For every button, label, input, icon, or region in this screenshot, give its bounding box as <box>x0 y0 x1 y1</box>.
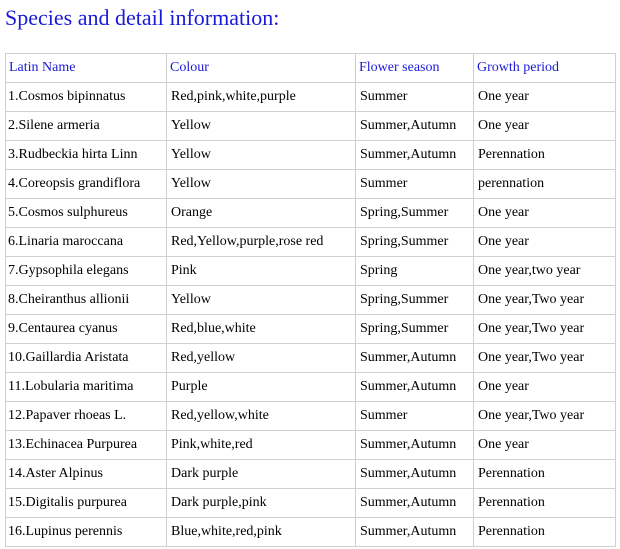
growth-period-cell: One year,Two year <box>474 315 616 344</box>
table-row <box>6 286 616 315</box>
latin-name-cell: 11.Lobularia maritima <box>6 373 167 402</box>
latin-name-cell: 6.Linaria maroccana <box>6 228 167 257</box>
growth-period-cell: One year <box>474 431 616 460</box>
table-row <box>6 257 616 286</box>
flower-season-cell: Spring,Summer <box>356 286 474 315</box>
growth-period-cell: One year <box>474 228 616 257</box>
growth-period-cell: One year,Two year <box>474 344 616 373</box>
species-table <box>5 53 616 547</box>
latin-name-cell: 3.Rudbeckia hirta Linn <box>6 141 167 170</box>
table-row <box>6 315 616 344</box>
latin-name-cell: 1.Cosmos bipinnatus <box>6 83 167 112</box>
table-row <box>6 373 616 402</box>
flower-season-cell: Spring <box>356 257 474 286</box>
latin-name-cell: 2.Silene armeria <box>6 112 167 141</box>
growth-period-cell: Perennation <box>474 460 616 489</box>
latin-name-cell: 4.Coreopsis grandiflora <box>6 170 167 199</box>
colour-cell: Yellow <box>167 170 356 199</box>
flower-season-cell: Summer,Autumn <box>356 112 474 141</box>
latin-name-cell: 15.Digitalis purpurea <box>6 489 167 518</box>
table-row <box>6 460 616 489</box>
column-header-colour: Colour <box>167 54 356 83</box>
colour-cell: Red,pink,white,purple <box>167 83 356 112</box>
latin-name-cell: 7.Gypsophila elegans <box>6 257 167 286</box>
column-header-growth-period: Growth period <box>474 54 616 83</box>
flower-season-cell: Summer,Autumn <box>356 518 474 547</box>
growth-period-cell: One year <box>474 83 616 112</box>
flower-season-cell: Spring,Summer <box>356 228 474 257</box>
table-row <box>6 141 616 170</box>
colour-cell: Purple <box>167 373 356 402</box>
latin-name-cell: 14.Aster Alpinus <box>6 460 167 489</box>
table-row <box>6 518 616 547</box>
latin-name-cell: 5.Cosmos sulphureus <box>6 199 167 228</box>
growth-period-cell: Perennation <box>474 489 616 518</box>
flower-season-cell: Summer,Autumn <box>356 460 474 489</box>
flower-season-cell: Summer,Autumn <box>356 373 474 402</box>
table-row <box>6 489 616 518</box>
table-row <box>6 170 616 199</box>
table-header-row <box>6 54 616 83</box>
growth-period-cell: One year,two year <box>474 257 616 286</box>
colour-cell: Red,yellow,white <box>167 402 356 431</box>
colour-cell: Red,yellow <box>167 344 356 373</box>
table-row <box>6 199 616 228</box>
latin-name-cell: 8.Cheiranthus allionii <box>6 286 167 315</box>
column-header-latin-name: Latin Name <box>6 54 167 83</box>
flower-season-cell: Summer,Autumn <box>356 344 474 373</box>
colour-cell: Blue,white,red,pink <box>167 518 356 547</box>
growth-period-cell: perennation <box>474 170 616 199</box>
page-title: Species and detail information: <box>5 5 280 30</box>
colour-cell: Dark purple,pink <box>167 489 356 518</box>
colour-cell: Yellow <box>167 112 356 141</box>
latin-name-cell: 13.Echinacea Purpurea <box>6 431 167 460</box>
growth-period-cell: One year,Two year <box>474 402 616 431</box>
latin-name-cell: 9.Centaurea cyanus <box>6 315 167 344</box>
flower-season-cell: Summer <box>356 170 474 199</box>
column-header-flower-season: Flower season <box>356 54 474 83</box>
table-body <box>6 83 616 547</box>
flower-season-cell: Summer,Autumn <box>356 489 474 518</box>
latin-name-cell: 16.Lupinus perennis <box>6 518 167 547</box>
growth-period-cell: One year <box>474 373 616 402</box>
flower-season-cell: Summer <box>356 83 474 112</box>
latin-name-cell: 12.Papaver rhoeas L. <box>6 402 167 431</box>
colour-cell: Yellow <box>167 141 356 170</box>
table-row <box>6 112 616 141</box>
flower-season-cell: Summer,Autumn <box>356 141 474 170</box>
flower-season-cell: Summer <box>356 402 474 431</box>
growth-period-cell: Perennation <box>474 141 616 170</box>
colour-cell: Pink <box>167 257 356 286</box>
latin-name-cell: 10.Gaillardia Aristata <box>6 344 167 373</box>
table-row <box>6 344 616 373</box>
growth-period-cell: One year,Two year <box>474 286 616 315</box>
growth-period-cell: One year <box>474 112 616 141</box>
table-row <box>6 228 616 257</box>
colour-cell: Red,Yellow,purple,rose red <box>167 228 356 257</box>
growth-period-cell: Perennation <box>474 518 616 547</box>
table-row <box>6 402 616 431</box>
colour-cell: Red,blue,white <box>167 315 356 344</box>
growth-period-cell: One year <box>474 199 616 228</box>
flower-season-cell: Spring,Summer <box>356 199 474 228</box>
colour-cell: Yellow <box>167 286 356 315</box>
table-row <box>6 83 616 112</box>
colour-cell: Orange <box>167 199 356 228</box>
flower-season-cell: Summer,Autumn <box>356 431 474 460</box>
colour-cell: Pink,white,red <box>167 431 356 460</box>
flower-season-cell: Spring,Summer <box>356 315 474 344</box>
colour-cell: Dark purple <box>167 460 356 489</box>
table-row <box>6 431 616 460</box>
